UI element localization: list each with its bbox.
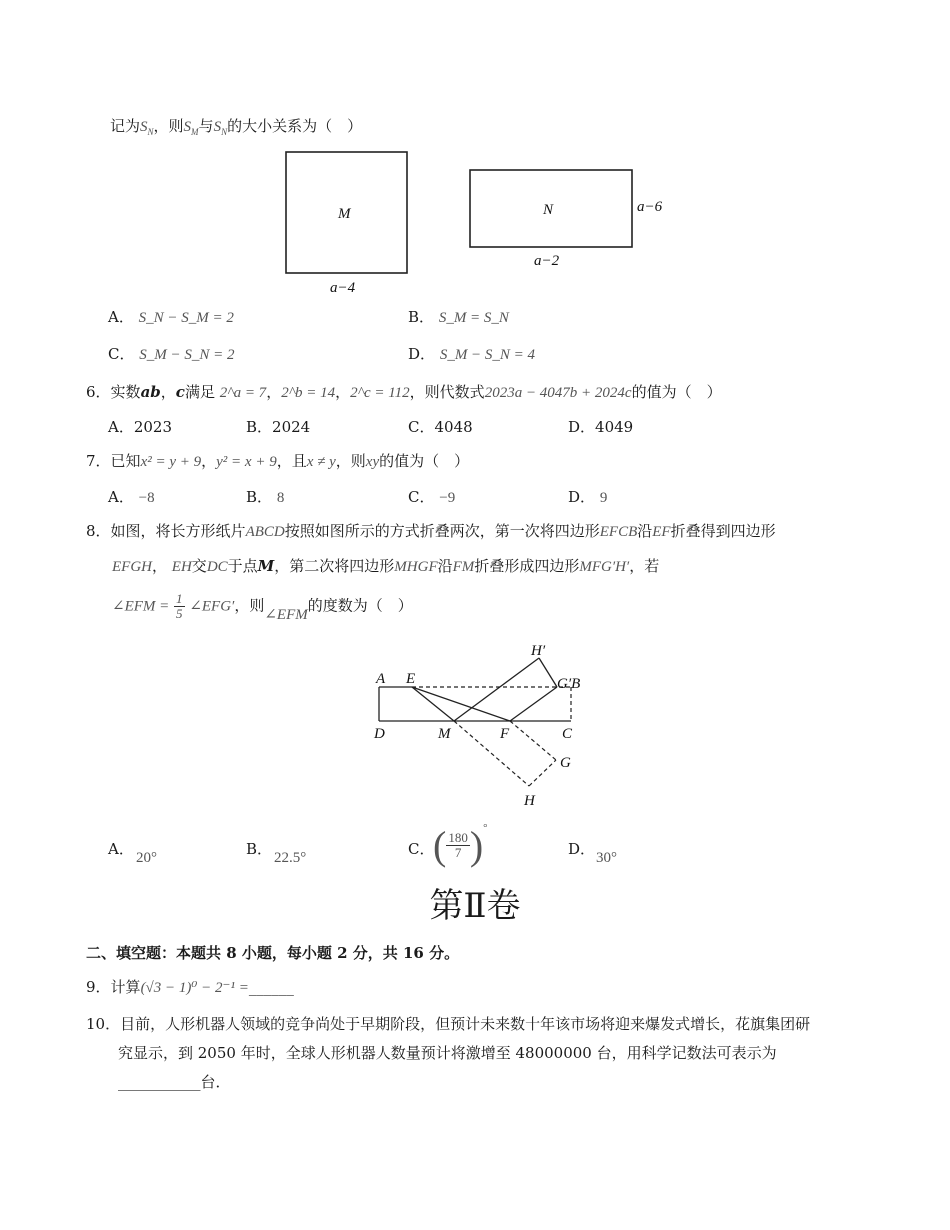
section-title: 第Ⅱ卷 [429, 888, 521, 925]
q7-option-b[interactable]: B． 8 [246, 488, 285, 506]
fraction-one-fifth: $\frac{1}{5}$ [176, 591, 183, 621]
point-f: F [500, 726, 510, 742]
q10-line1: 10．目前，人形机器人领域的竞争尚处于早期阶段，但预计未来数十年该市场将迎来爆发式增长，花旗集团研 [86, 1015, 811, 1033]
q5-figure [270, 145, 690, 300]
q8-option-d-value: 30° [596, 850, 617, 866]
q9-stem: 9．计算(√3 − 1)⁰ − 2⁻¹ =______ [86, 978, 294, 996]
q6-option-b[interactable]: B．2024 [246, 418, 311, 436]
q5-option-d[interactable]: D． S_M − S_N = 4 [408, 345, 536, 363]
q10-line3: ___________台． [118, 1073, 231, 1091]
q6-option-a[interactable]: A．2023 [108, 418, 173, 436]
q5-option-a[interactable]: A． S_N − S_M = 2 [108, 308, 234, 326]
q5-option-c[interactable]: C． S_M − S_N = 2 [108, 345, 235, 363]
point-h: H [524, 793, 535, 809]
q8-option-a[interactable]: A． [108, 840, 134, 858]
point-d: D [374, 726, 385, 742]
q8-option-b-value: 22.5° [274, 850, 307, 866]
q7-option-d[interactable]: D． 9 [568, 488, 608, 506]
q8-option-c-value: ( $\frac{180}{7}$ )° [433, 822, 488, 868]
point-c: C [562, 726, 573, 742]
q8-figure [370, 640, 600, 815]
point-e: E [406, 671, 416, 687]
q8-option-b[interactable]: B． [246, 840, 273, 858]
label-n: N [543, 202, 554, 218]
point-g-prime-b: G′B [557, 676, 581, 692]
q10-blank[interactable]: ___________ [118, 1073, 201, 1091]
q8-option-c[interactable]: C． [408, 840, 435, 858]
q8-option-a-value: 20° [136, 850, 157, 866]
point-a: A [376, 671, 386, 687]
math-sn-2: $S_N$ [213, 119, 228, 137]
label-m-side: a−4 [330, 280, 356, 296]
q5-option-b[interactable]: B． S_M = S_N [408, 308, 509, 326]
point-g: G [560, 755, 571, 771]
q6-option-d[interactable]: D．4049 [568, 418, 634, 436]
q7-option-c[interactable]: C． −9 [408, 488, 456, 506]
q6-option-c[interactable]: C．4048 [408, 418, 473, 436]
q8-stem-line1: 8．如图，将长方形纸片ABCD按照如图所示的方式折叠两次，第一次将四边形EFCB沿EF折叠得到四边形 [86, 522, 776, 540]
q7-stem: 7．已知x² = y + 9，y² = x + 9，且x ≠ y，则xy的值为（ ） [86, 452, 470, 470]
math-sn: $S_N$ [140, 119, 154, 137]
q8-stem-line3: ∠EFM = $\frac{1}{5}$ ∠EFG′，则∠EFM的度数为（ ） [112, 591, 413, 623]
q7-option-a[interactable]: A． −8 [108, 488, 155, 506]
q8-option-d[interactable]: D． [568, 840, 596, 858]
math-sm: $S_M$ [183, 119, 199, 137]
q10-line2: 究显示，到 2050 年时，全球人形机器人数量预计将激增至 48000000 台，用科学记数法可表示为 [118, 1044, 777, 1062]
label-n-bottom: a−2 [534, 253, 560, 269]
point-m: M [438, 726, 451, 742]
label-n-right: a−6 [637, 199, 663, 215]
point-h-prime: H′ [531, 643, 546, 659]
q5-intro: 记为$S_N$，则$S_M$与$S_N$的大小关系为（ ） [110, 117, 363, 137]
q6-stem: 6．实数ab，c满足 2^a = 7，2^b = 14，2^c = 112，则代数式2023a − 4047b + 2024c的值为（ ） [86, 383, 722, 401]
label-m: M [338, 206, 351, 222]
q8-stem-line2: EFGH， EH交DC于点M，第二次将四边形MHGF沿FM折叠形成四边形MFG′H′，若 [112, 557, 660, 575]
q9-blank[interactable]: ______ [248, 978, 294, 996]
section-header: 二、填空题：本题共 8 小题，每小题 2 分，共 16 分。 [86, 944, 460, 962]
